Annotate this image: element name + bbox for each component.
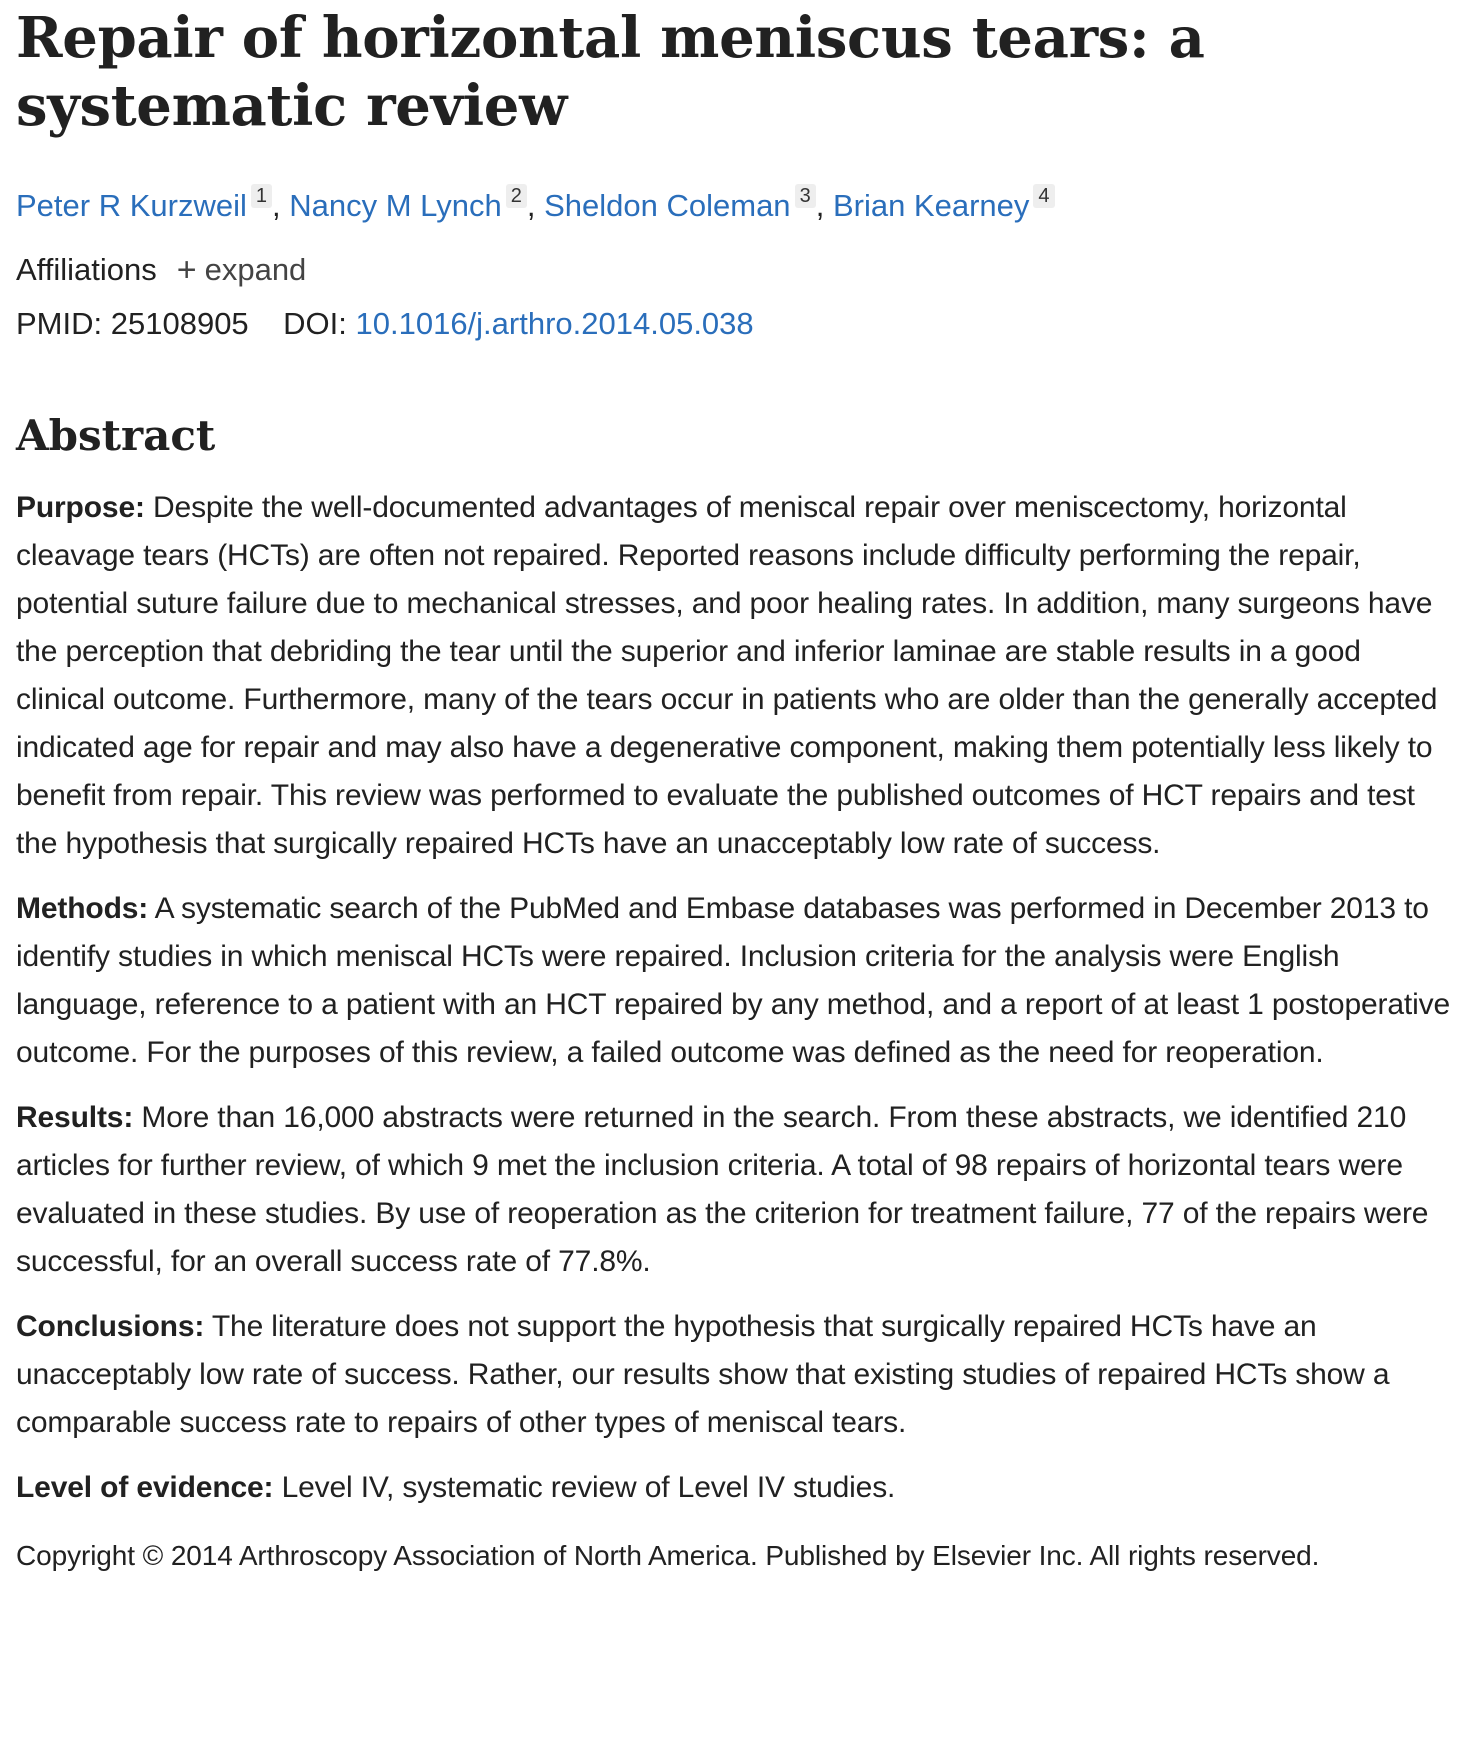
pmid-value: 25108905 <box>110 306 249 341</box>
methods-label: Methods: <box>16 892 149 925</box>
article-title: Repair of horizontal meniscus tears: a systematic review <box>16 5 1205 139</box>
results-label: Results: <box>16 1101 134 1134</box>
conclusions-section <box>16 1303 1456 1447</box>
author-link[interactable]: Sheldon Coleman <box>544 188 791 223</box>
methods-text: A systematic search of the PubMed and Embase databases was performed in December 2013 to identify studies in which meniscal HCTs were repaired. Inclusion criteria for the analysis were English language, reference to a patient with an HCT repaired by any method, and a report of at least 1 postoperative outcome. For the purposes of this review, a failed outcome was defined as the need for reoperation. <box>16 892 1450 1069</box>
identifiers-row <box>16 304 1440 344</box>
pmid-label: PMID: <box>16 306 103 341</box>
expand-label: expand <box>204 252 307 287</box>
doi-link[interactable]: 10.1016/j.arthro.2014.05.038 <box>355 306 754 341</box>
conclusions-label: Conclusions: <box>16 1310 205 1343</box>
abstract-heading: Abstract <box>16 411 216 460</box>
affiliation-ref[interactable]: 4 <box>1033 184 1054 208</box>
affiliation-ref[interactable]: 3 <box>795 184 816 208</box>
expand-affiliations-button[interactable] <box>177 250 307 290</box>
level-label: Level of evidence: <box>16 1471 274 1504</box>
conclusions-text: The literature does not support the hypothesis that surgically repaired HCTs have an unacceptably low rate of success. Rather, our results show that existing studies of repaired HCTs show a comparable success rate to repairs of other types of meniscal tears. <box>16 1310 1390 1439</box>
purpose-label: Purpose: <box>16 491 145 524</box>
author-link[interactable]: Nancy M Lynch <box>289 188 502 223</box>
copyright-notice: Copyright © 2014 Arthroscopy Association of North America. Published by Elsevier Inc. All rights reserved. <box>16 1540 1320 1571</box>
plus-icon: + <box>176 251 197 289</box>
author-list <box>16 184 1440 226</box>
results-section <box>16 1094 1456 1286</box>
article-page <box>0 4 1450 1574</box>
level-of-evidence-section <box>16 1464 1456 1512</box>
affiliations-label: Affiliations <box>16 252 157 287</box>
author-separator: , <box>815 188 825 223</box>
methods-section <box>16 885 1456 1077</box>
affiliation-ref[interactable]: 2 <box>506 184 527 208</box>
results-text: More than 16,000 abstracts were returned in the search. From these abstracts, we identified 210 articles for further review, of which 9 met the inclusion criteria. A total of 98 repairs of horizontal tears were evaluated in these studies. By use of reoperation as the criterion for treatment failure, 77 of the repairs were successful, for an overall success rate of 77.8%. <box>16 1101 1429 1278</box>
doi-label: DOI: <box>283 306 347 341</box>
affiliation-ref[interactable]: 1 <box>251 184 272 208</box>
affiliations-row <box>16 250 1440 290</box>
purpose-text: Despite the well-documented advantages of meniscal repair over meniscectomy, horizontal cleavage tears (HCTs) are often not repaired. Reported reasons include difficulty performing the repair, potential suture failure due to mechanical stresses, and poor healing rates. In addition, many surgeons have the perception that debriding the tear until the superior and inferior laminae are stable results in a good clinical outcome. Furthermore, many of the tears occur in patients who are older than the generally accepted indicated age for repair and may also have a degenerative component, making them potentially less likely to benefit from repair. This review was performed to evaluate the published outcomes of HCT repairs and test the hypothesis that surgically repaired HCTs have an unacceptably low rate of success. <box>16 491 1438 860</box>
level-text: Level IV, systematic review of Level IV studies. <box>281 1471 896 1504</box>
author-separator: , <box>526 188 536 223</box>
author-separator: , <box>271 188 281 223</box>
author-link[interactable]: Peter R Kurzweil <box>16 188 247 223</box>
purpose-section <box>16 484 1456 868</box>
author-link[interactable]: Brian Kearney <box>832 188 1030 223</box>
